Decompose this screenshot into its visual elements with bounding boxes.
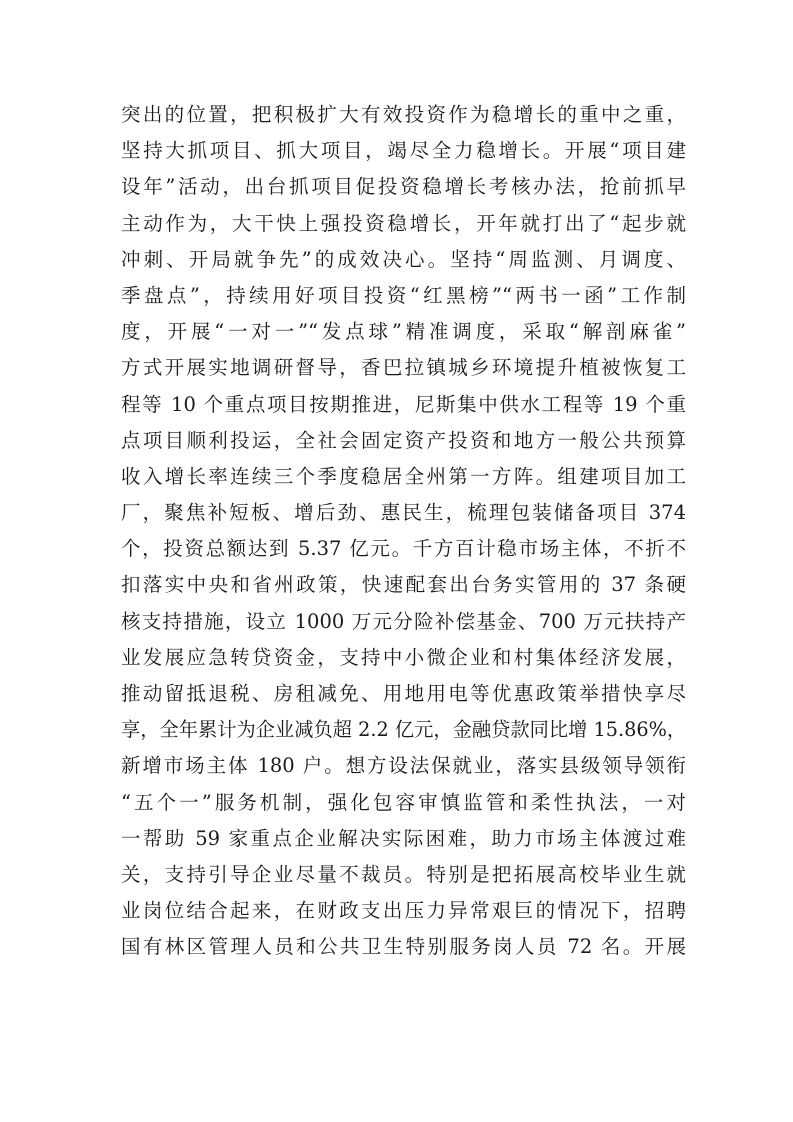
text-line: 冲刺、开局就争先”的成效决心。坚持“周监测、月调度、 [121, 247, 686, 271]
text-line: 程等 10 个重点项目按期推进，尼斯集中供水工程等 19 个重 [121, 392, 686, 416]
text-line: 个，投资总额达到 5.37 亿元。千方百计稳市场主体，不折不 [121, 537, 686, 561]
text-line: 核支持措施，设立 1000 万元分险补偿基金、700 万元扶持产 [121, 609, 686, 633]
text-line: 业岗位结合起来，在财政支出压力异常艰巨的情况下，招聘 [121, 899, 686, 923]
text-line: 国有林区管理人员和公共卫生特别服务岗人员 72 名。开展 [121, 935, 686, 959]
text-line: 季盘点”，持续用好项目投资“红黑榜”“两书一函”工作制 [121, 283, 686, 307]
text-line: 业发展应急转贷资金，支持中小微企业和村集体经济发展， [121, 645, 686, 669]
text-line: 厂，聚焦补短板、增后劲、惠民生，梳理包装储备项目 374 [121, 501, 686, 525]
text-line: 突出的位置，把积极扩大有效投资作为稳增长的重中之重， [121, 103, 686, 126]
text-line: 设年”活动，出台抓项目促投资稳增长考核办法，抢前抓早 [121, 175, 686, 199]
text-line: “五个一”服务机制，强化包容审慎监管和柔性执法，一对 [121, 790, 686, 814]
text-line: 主动作为，大干快上强投资稳增长，开年就打出了“起步就 [121, 211, 686, 235]
text-line: 关，支持引导企业尽量不裁员。特别是把拓展高校毕业生就 [121, 862, 686, 886]
text-line: 推动留抵退税、房租减免、用地用电等优惠政策举措快享尽 [121, 682, 686, 705]
text-line: 度，开展“一对一”“发点球”精准调度，采取“解剖麻雀” [121, 320, 686, 344]
text-line: 新增市场主体 180 户。想方设法保就业，落实县级领导领衔 [121, 754, 686, 778]
text-line: 坚持大抓项目、抓大项目，竭尽全力稳增长。开展“项目建 [121, 139, 686, 163]
text-line: 享，全年累计为企业减负超 2.2 亿元，金融贷款同比增 15.86%， [121, 718, 687, 742]
text-line: 一帮助 59 家重点企业解决实际困难，助力市场主体渡过难 [121, 826, 686, 850]
text-line: 方式开展实地调研督导，香巴拉镇城乡环境提升植被恢复工 [121, 356, 686, 380]
text-line: 扣落实中央和省州政策，快速配套出台务实管用的 37 条硬 [121, 573, 686, 597]
body-paragraph [121, 97, 686, 966]
text-line: 点项目顺利投运，全社会固定资产投资和地方一般公共预算 [121, 428, 686, 452]
text-line: 收入增长率连续三个季度稳居全州第一方阵。组建项目加工 [121, 464, 686, 488]
